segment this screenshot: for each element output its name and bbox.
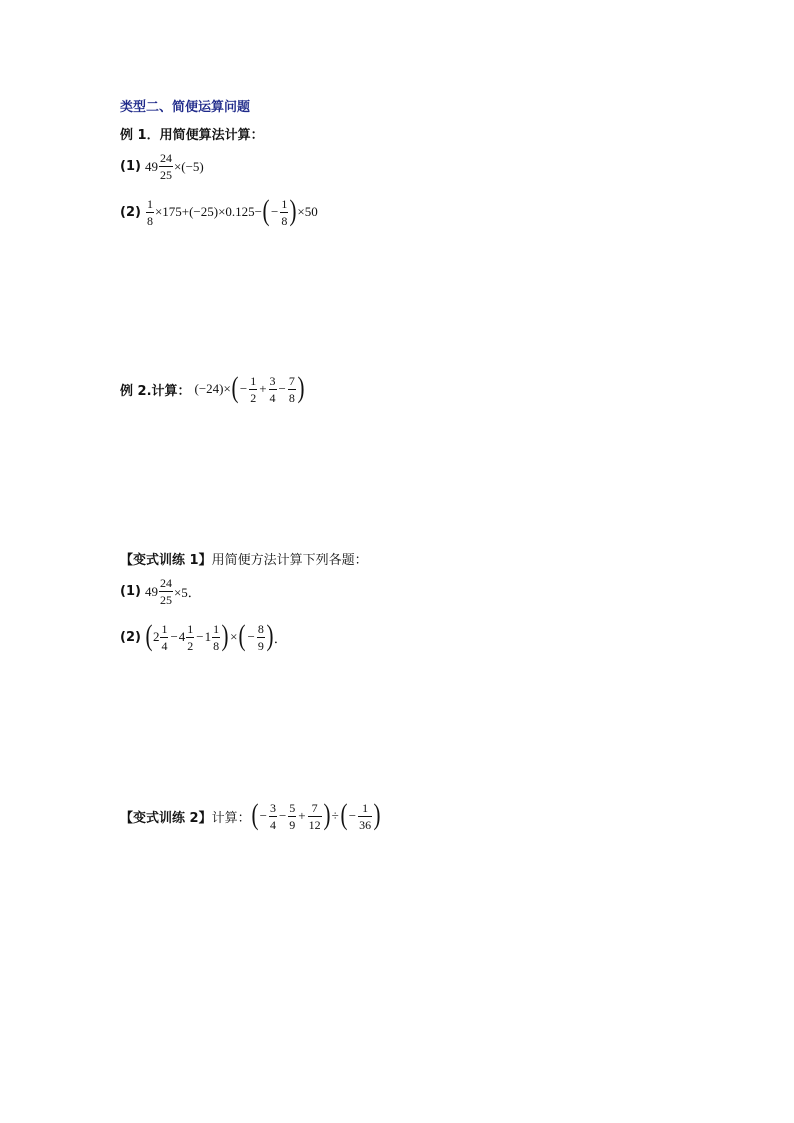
numerator: 8 (257, 621, 264, 636)
example-1-problem-1 (120, 152, 204, 181)
fraction (186, 623, 194, 652)
sign: − (196, 629, 204, 644)
left-paren: ( (340, 798, 348, 831)
minus-sign: − (348, 808, 357, 823)
numerator: 1 (161, 621, 168, 636)
minus-sign: − (247, 629, 255, 644)
problem-number: (1) (120, 584, 141, 599)
denominator: 25 (159, 593, 172, 607)
mixed-whole: 49 (144, 583, 158, 599)
sign: + (259, 381, 267, 396)
numerator: 1 (362, 800, 369, 815)
expression-text: (−24)× (194, 381, 231, 396)
expression-text: ×175+(−25)×0.125− (154, 204, 263, 219)
fraction (146, 198, 154, 227)
right-paren: ) (289, 194, 297, 227)
problem-number: (2) (120, 629, 141, 645)
denominator: 25 (159, 168, 172, 182)
sign: − (170, 629, 178, 644)
variant-2-text: 计算： (211, 810, 251, 826)
fraction (358, 802, 372, 831)
right-paren: ) (373, 798, 381, 831)
left-paren: ( (231, 371, 239, 404)
denominator: 12 (308, 817, 321, 832)
numerator: 24 (159, 151, 172, 165)
variant-2 (120, 798, 381, 832)
sign: − (278, 808, 287, 823)
numerator: 1 (187, 621, 194, 636)
variant-1-text: 用简便方法计算下列各题： (211, 553, 368, 568)
denominator: 4 (161, 638, 168, 653)
problem-number: (2) (120, 204, 141, 220)
expression-rest: ×(−5) (173, 158, 204, 174)
expression-text: ×50 (297, 204, 318, 219)
mixed-whole: 2 (152, 629, 160, 644)
fraction (269, 802, 277, 831)
section-title: 类型二、简便运算问题 (120, 100, 251, 115)
example-1-label: 例 1．用简便算法计算： (120, 128, 264, 143)
variant-1-problem-1 (120, 577, 201, 606)
numerator: 24 (159, 576, 172, 590)
numerator: 3 (269, 373, 276, 388)
left-paren: ( (145, 619, 153, 652)
variant-1-heading (120, 549, 368, 568)
left-paren: ( (251, 798, 259, 831)
numerator: 1 (146, 196, 153, 211)
example-1-heading (120, 124, 264, 143)
denominator: 2 (187, 638, 194, 653)
denominator: 9 (289, 817, 296, 832)
mixed-whole: 4 (178, 629, 186, 644)
numerator: 1 (250, 373, 257, 388)
left-paren: ( (262, 194, 270, 227)
fraction (288, 375, 296, 404)
section-title-line (120, 96, 250, 115)
left-paren: ( (238, 619, 246, 652)
denominator: 4 (269, 390, 276, 405)
denominator: 2 (250, 390, 257, 405)
fraction (288, 802, 296, 831)
sign: + (298, 808, 306, 823)
fraction (280, 198, 288, 227)
fraction (257, 623, 265, 652)
expression-rest: ×5． (173, 585, 201, 600)
numerator: 3 (269, 800, 276, 815)
example-1-problem-2 (120, 194, 318, 228)
numerator: 1 (281, 196, 288, 211)
variant-2-label: 【变式训练 2】 (120, 810, 212, 826)
right-paren: ) (221, 619, 229, 652)
example-2-label: 例 2.计算： (120, 383, 191, 399)
mixed-whole: 49 (144, 158, 158, 174)
denominator: 8 (146, 213, 153, 228)
divide-sign: ÷ (331, 808, 339, 823)
numerator: 5 (289, 800, 296, 815)
denominator: 8 (281, 213, 288, 228)
sign: − (239, 381, 248, 396)
sign: − (278, 381, 286, 396)
right-paren: ) (266, 619, 274, 652)
numerator: 1 (213, 621, 220, 636)
numerator: 7 (311, 800, 318, 815)
denominator: 36 (359, 817, 372, 832)
period: ． (273, 630, 287, 646)
fraction (249, 375, 257, 404)
variant-1-problem-2 (120, 619, 287, 653)
denominator: 8 (288, 390, 295, 405)
denominator: 8 (213, 638, 220, 653)
times-sign: × (230, 629, 238, 644)
fraction (159, 152, 173, 181)
numerator: 7 (288, 373, 295, 388)
fraction (160, 623, 168, 652)
right-paren: ) (297, 371, 305, 404)
fraction (269, 375, 277, 404)
problem-number: (1) (120, 159, 141, 174)
denominator: 4 (269, 817, 276, 832)
variant-1-label: 【变式训练 1】 (120, 553, 212, 568)
sign: − (259, 808, 267, 823)
fraction (159, 577, 173, 606)
minus-sign: − (271, 204, 279, 219)
fraction (308, 802, 322, 831)
example-2 (120, 371, 305, 405)
denominator: 9 (257, 638, 264, 653)
mixed-whole: 1 (204, 629, 212, 644)
right-paren: ) (323, 798, 331, 831)
fraction (212, 623, 220, 652)
